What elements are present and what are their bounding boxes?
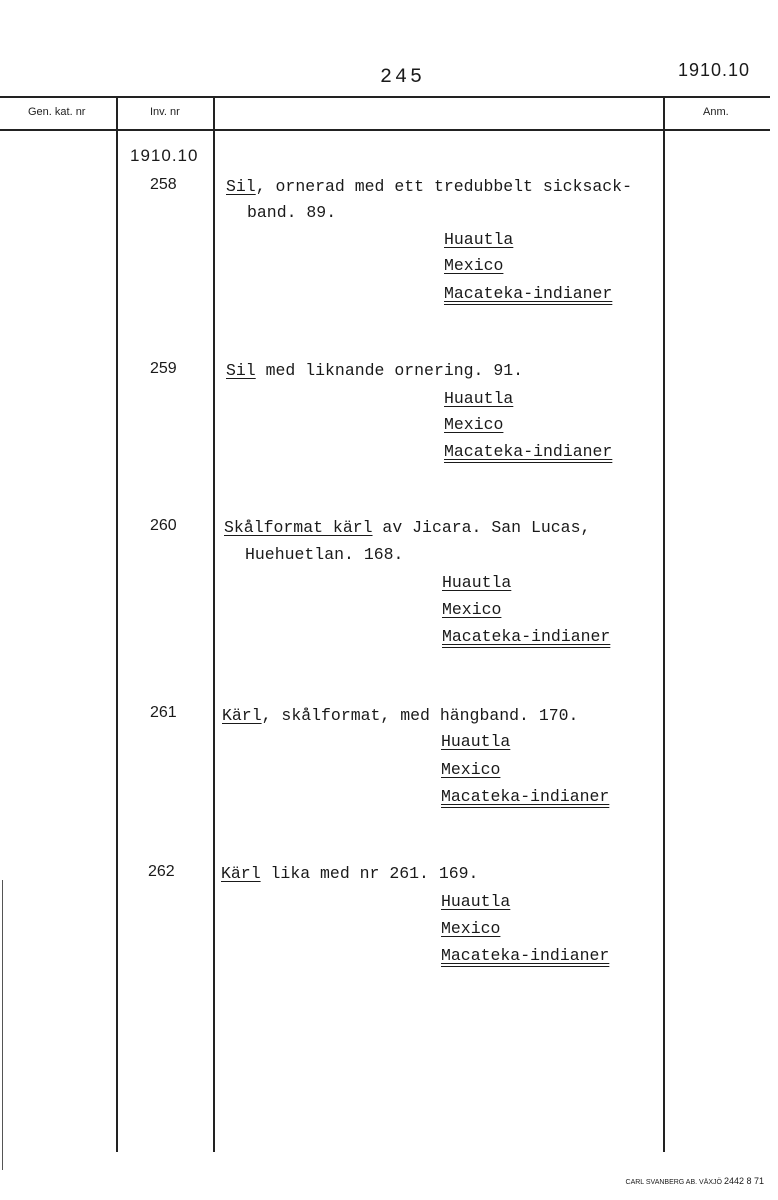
entry-title: Kärl — [222, 706, 262, 725]
entry-title: Sil — [226, 361, 256, 380]
entry-title: Skålformat kärl — [224, 518, 373, 537]
column-header-anm: Anm. — [703, 106, 729, 118]
entry-place: Huautla — [441, 732, 511, 751]
inventory-date: 1910.10 — [130, 146, 199, 165]
entry-place: Huautla — [444, 389, 514, 408]
entry-place: Huautla — [444, 230, 514, 249]
entry-description — [222, 706, 578, 725]
entry-country: Mexico — [441, 919, 501, 938]
entry-continuation: Huehuetlan. 168. — [245, 545, 404, 564]
entry-title: Sil — [226, 177, 256, 196]
entry-place: Huautla — [441, 892, 511, 911]
entry-people: Macateka-indianer — [441, 946, 610, 965]
column-header-inv: Inv. nr — [150, 106, 180, 118]
inventory-number: 259 — [150, 360, 177, 377]
entry-title: Kärl — [221, 864, 261, 883]
entry-text: , skålformat, med hängband. 170. — [261, 706, 579, 725]
entry-people: Macateka-indianer — [444, 442, 613, 461]
printer-imprint — [626, 1176, 764, 1186]
entry-continuation: band. 89. — [247, 203, 337, 222]
form-code: 2442 8 71 — [723, 1176, 764, 1186]
entry-description — [224, 518, 590, 537]
left-edge-mark — [2, 880, 3, 1170]
entry-place: Huautla — [442, 573, 512, 592]
column-rule-gen — [116, 97, 118, 1152]
entry-description — [226, 361, 523, 380]
inventory-number: 260 — [150, 517, 177, 534]
column-header-gen-kat: Gen. kat. nr — [28, 106, 86, 118]
entry-description — [226, 177, 632, 196]
entry-text: med liknande ornering. 91. — [255, 361, 524, 380]
inventory-number: 258 — [150, 176, 177, 193]
entry-country: Mexico — [442, 600, 502, 619]
column-rule-anm — [663, 97, 665, 1152]
entry-text: lika med nr 261. 169. — [260, 864, 479, 883]
column-rule-inv — [213, 97, 215, 1152]
entry-text: , ornerad med ett tredubbelt sicksack- — [255, 177, 632, 196]
entry-people: Macateka-indianer — [442, 627, 611, 646]
entry-people: Macateka-indianer — [441, 787, 610, 806]
entry-country: Mexico — [444, 415, 504, 434]
entry-description — [221, 864, 478, 883]
inventory-number: 262 — [148, 863, 175, 880]
page-number: 245 — [380, 66, 426, 89]
header-date: 1910.10 — [678, 60, 751, 80]
entry-people: Macateka-indianer — [444, 284, 613, 303]
entry-text: av Jicara. San Lucas, — [372, 518, 591, 537]
entry-country: Mexico — [444, 256, 504, 275]
entry-country: Mexico — [441, 760, 501, 779]
printer-name: CARL SVANBERG AB. VÄXJÖ — [625, 1179, 722, 1186]
inventory-number: 261 — [150, 704, 177, 721]
